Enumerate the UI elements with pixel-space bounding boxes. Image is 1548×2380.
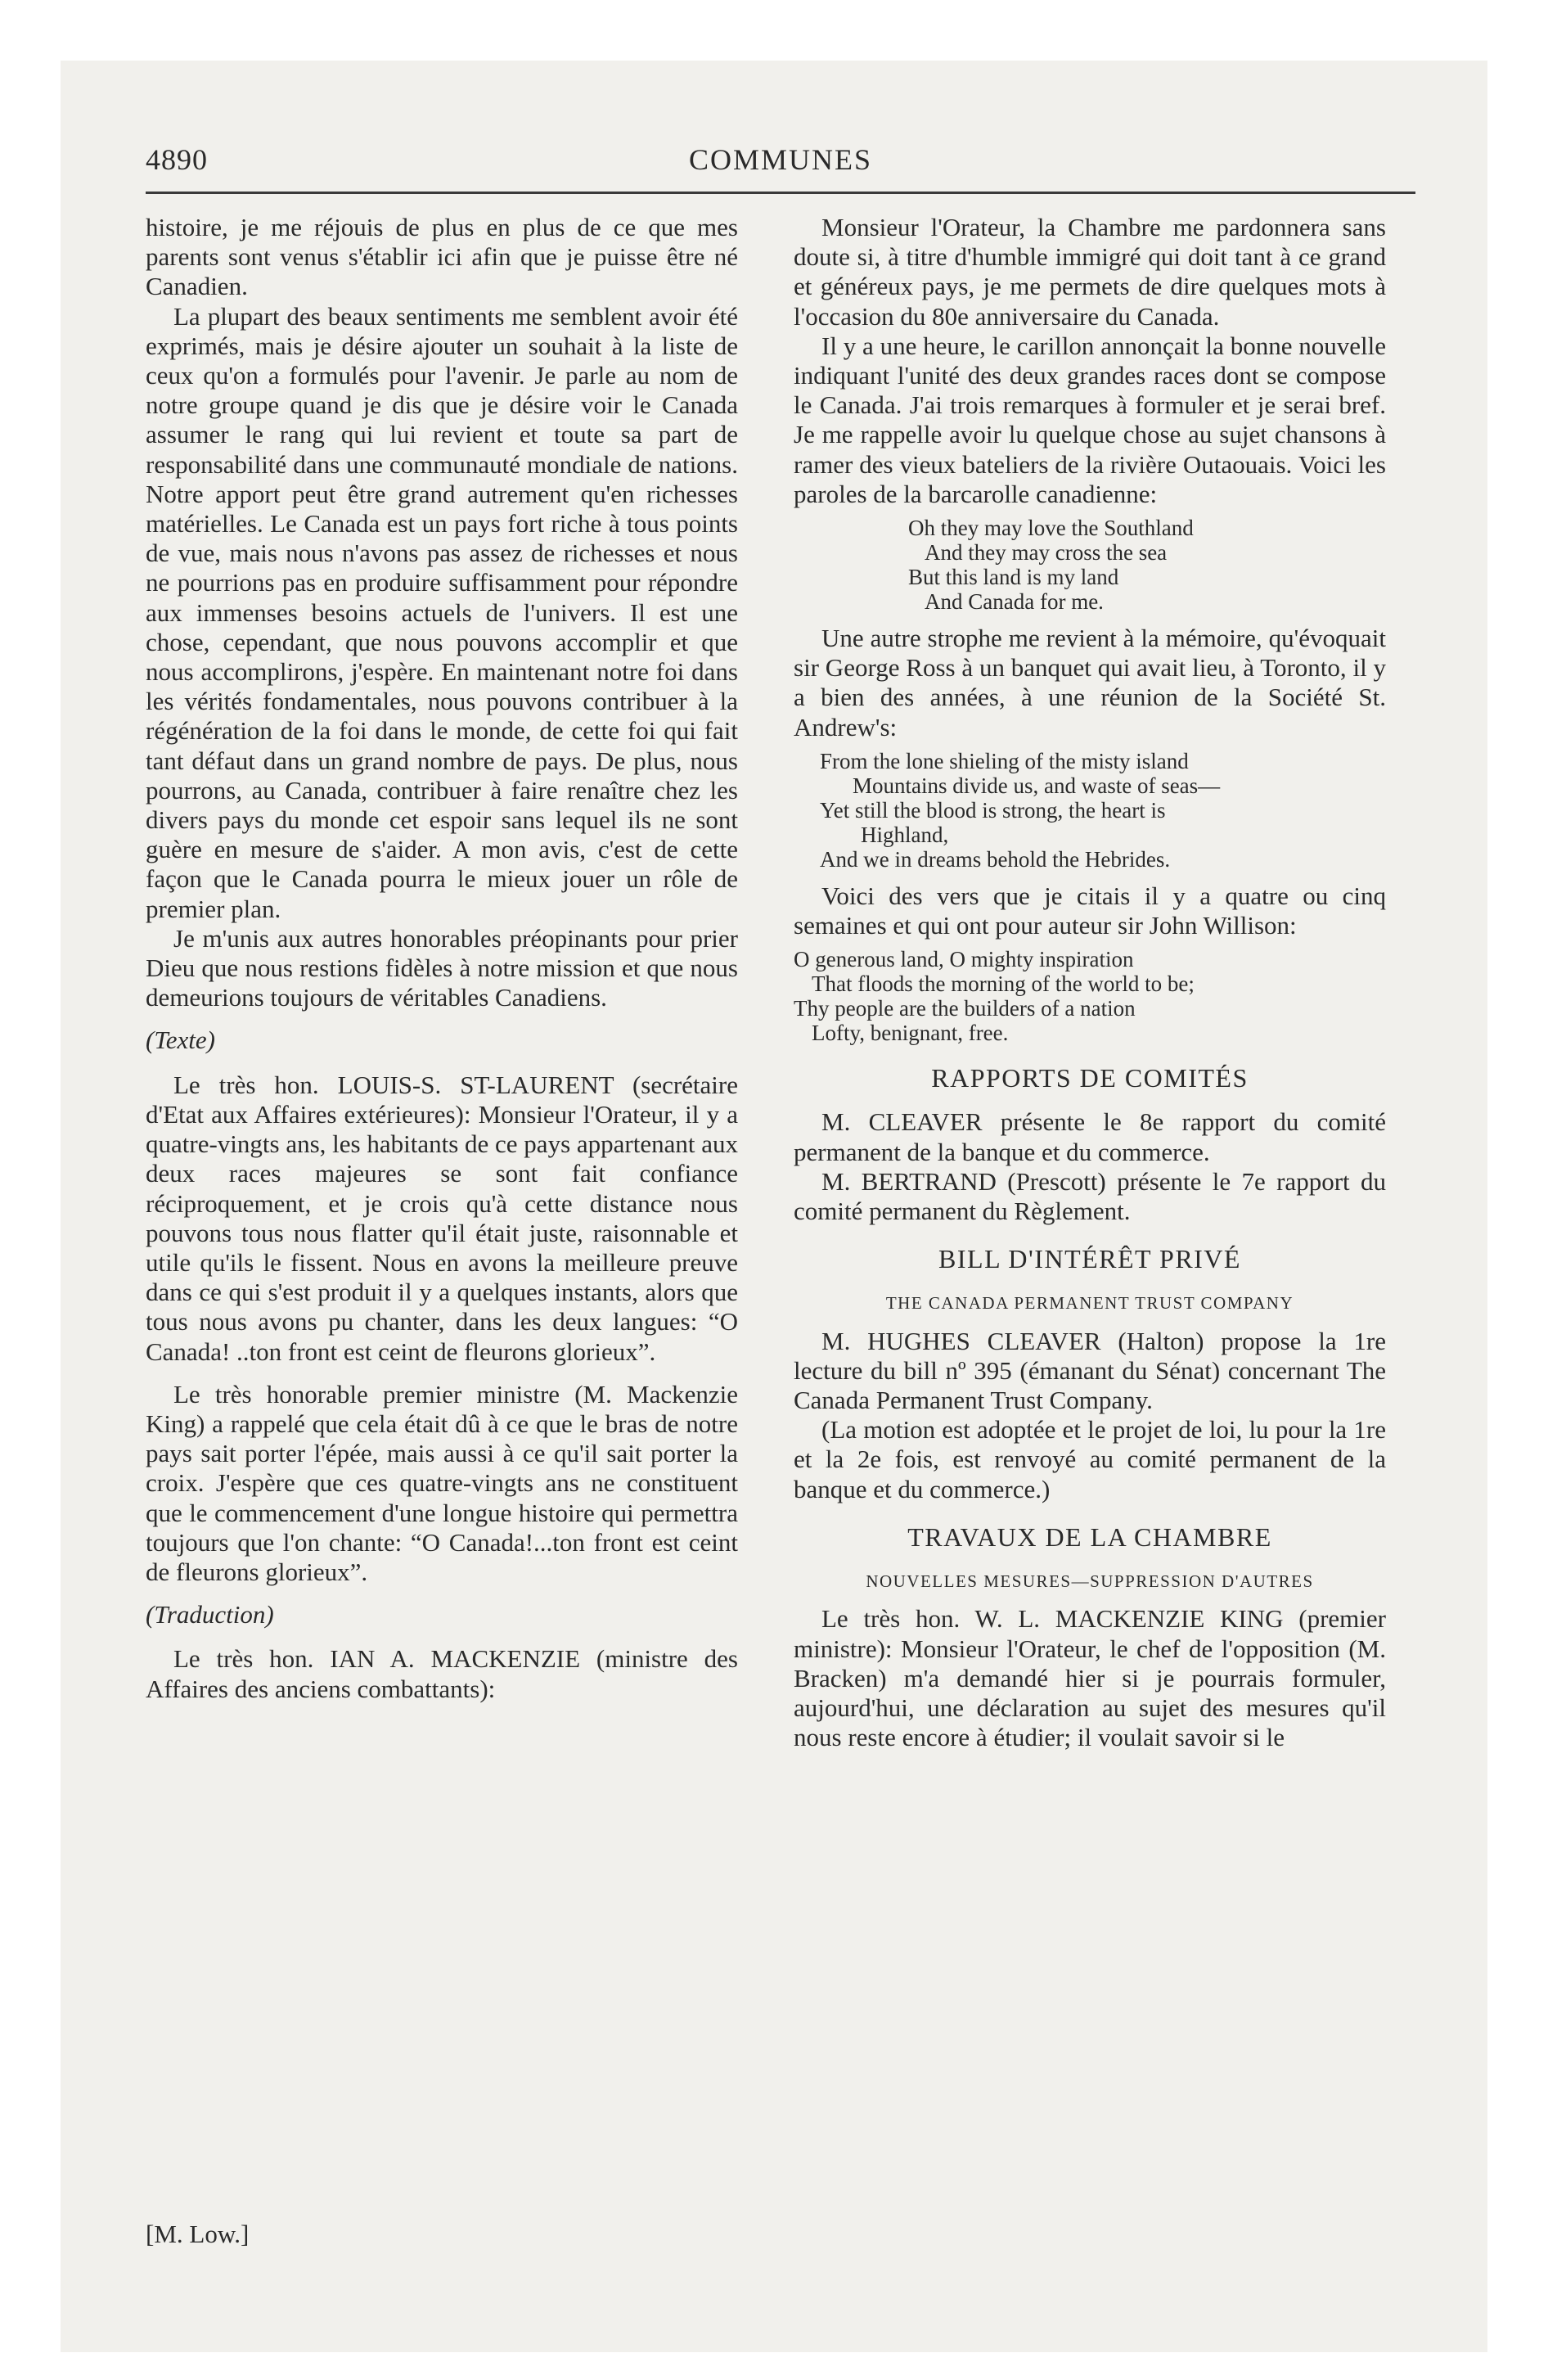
paragraph: Le très honorable premier ministre (M. Mackenzie King) a rappelé que cela était dû à ce que le bras de notre pays sait porter l'épée, mais aussi à ce qu'il sait porter la croix. J'espère que ces quatre-vingts ans ne constituent que le commencement d'une longue histoire qui permettra toujours que l'on chante: “O Canada!...ton front est ceint de fleurons glorieux”. (146, 1379, 738, 1586)
paragraph: Je m'unis aux autres honorables préopinants pour prier Dieu que nous restions fidèles à notre mission et que nous demeurions toujours de véritables Canadiens. (146, 923, 738, 1012)
verse-block (794, 749, 1386, 872)
paragraph: histoire, je me réjouis de plus en plus de ce que mes parents sont venus s'établir ici afin que je puisse être né Canadien. (146, 213, 738, 301)
verse-line: Highland, (861, 822, 949, 847)
language-label: (Traduction) (146, 1600, 274, 1629)
verse-line: Lofty, benignant, free. (812, 1021, 1009, 1046)
verse-line: From the lone shieling of the misty island (820, 748, 1189, 773)
paragraph: M. HUGHES CLEAVER (Halton) propose la 1re lecture du bill nº 395 (émanant du Sénat) concernant The Canada Permanent Trust Company. (794, 1326, 1386, 1415)
subheading: NOUVELLES MESURES—SUPPRESSION D'AUTRES (866, 1571, 1314, 1592)
page-header (146, 142, 1415, 183)
paragraph: Voici des vers que je citais il y a quatre ou cinq semaines et qui ont pour auteur sir John Willison: (794, 881, 1386, 940)
verse-block (794, 947, 1386, 1045)
language-label: (Texte) (146, 1025, 215, 1055)
header-rule (146, 192, 1415, 194)
verse-line: Mountains divide us, and waste of seas— (853, 773, 1221, 798)
verse-line: But this land is my land (908, 565, 1119, 590)
section-heading: BILL D'INTÉRÊT PRIVÉ (938, 1244, 1241, 1274)
spacer (146, 1367, 738, 1380)
verse-line: And Canada for me. (925, 589, 1104, 615)
paragraph: Il y a une heure, le carillon annonçait la bonne nouvelle indiquant l'unité des deux grandes races dont se compose le Canada. J'ai trois remarques à formuler et je serai bref. Je me rappelle avoir lu quelque chose au sujet chansons à ramer des vieux bateliers de la rivière Outaouais. Voici les paroles de la barcarolle canadienne: (794, 331, 1386, 508)
paragraph: Monsieur l'Orateur, la Chambre me pardonnera sans doute si, à titre d'humble immigré qui doit tant à ce grand et généreux pays, je me permets de dire quelques mots à l'occasion du 80e anniversaire du Canada. (794, 213, 1386, 331)
verse-line: And we in dreams behold the Hebrides. (820, 846, 1171, 872)
verse-line: That floods the morning of the world to be; (812, 971, 1195, 997)
verse-line: And they may cross the sea (925, 540, 1168, 566)
paragraph: La plupart des beaux sentiments me semblent avoir été exprimés, mais je désire ajouter un souhait à la liste de ceux qu'on a formulés pour l'avenir. Je parle au nom de notre groupe quand je dis que je désire voir le Canada assumer le rang qui lui revient et toute sa part de responsabilité dans une communauté mondiale de nations. Notre apport peut être grand autrement qu'en richesses matérielles. Le Canada est un pays fort riche à tous points de vue, mais nous n'avons pas assez de richesses et nous ne pourrions pas en produire suffisamment pour répondre aux immenses besoins actuels de l'univers. Il est une chose, cependant, que nous pouvons accomplir et que nous accomplirons, j'espère. En maintenant notre foi dans les vérités fondamentales, nous pouvons contribuer à la régénération de la foi dans le monde, de cette foi qui fait tant défaut dans un grand nombre de pays. De plus, nous pourrons, au Canada, contribuer à faire renaître chez les divers pays du monde cet espoir sans lequel ils ne sont guère en mesure de s'aider. A mon avis, c'est de cette façon que le Canada pourra le mieux jouer un rôle de premier plan. (146, 301, 738, 923)
verse-line: Oh they may love the Southland (908, 516, 1194, 541)
paragraph: Le très hon. W. L. MACKENZIE KING (premier ministre): Monsieur l'Orateur, le chef de l'opposition (M. Bracken) m'a demandé hier si je pourrais formuler, aujourd'hui, une déclaration au sujet des mesures qu'il nous reste encore à étudier; il voulait savoir si le (794, 1604, 1386, 1752)
page-number: 4890 (146, 143, 208, 176)
left-column (146, 213, 738, 1704)
paragraph: M. CLEAVER présente le 8e rapport du comité permanent de la banque et du commerce. (794, 1107, 1386, 1166)
paragraph: Une autre strophe me revient à la mémoire, qu'évoquait sir George Ross à un banquet qui avait lieu, à Toronto, il y a bien des années, à une réunion de la Société St. Andrew's: (794, 624, 1386, 741)
verse-line: Yet still the blood is strong, the heart is (820, 797, 1166, 823)
verse-line: Thy people are the builders of a nation (794, 996, 1136, 1021)
paragraph: M. BERTRAND (Prescott) présente le 7e rapport du comité permanent du Règlement. (794, 1166, 1386, 1226)
section-heading: TRAVAUX DE LA CHAMBRE (907, 1521, 1272, 1552)
section-heading: RAPPORTS DE COMITÉS (931, 1063, 1249, 1093)
subheading: THE CANADA PERMANENT TRUST COMPANY (885, 1293, 1294, 1314)
verse-line: O generous land, O mighty inspiration (794, 947, 1134, 972)
paragraph: Le très hon. IAN A. MACKENZIE (ministre des Affaires des anciens combattants): (146, 1644, 738, 1703)
paragraph: (La motion est adoptée et le projet de loi, lu pour la 1re et la 2e fois, est renvoyé au comité permanent de la banque et du commerce.) (794, 1415, 1386, 1503)
verse-block (794, 516, 1386, 614)
paragraph: Le très hon. LOUIS-S. ST-LAURENT (secrétaire d'Etat aux Affaires extérieures): Monsieur l'Orateur, il y a quatre-vingts ans, les habitants de ce pays appartenant aux deux races majeures se sont fait confiance réciproquement, et je crois qu'à cette distance nous pouvons tous nous flatter qu'il était juste, raisonnable et utile qu'ils le fissent. Nous en avons la meilleure preuve dans ce qui s'est produit il y a quelques instants, alors que tous nous avons pu chanter, dans les deux langues: “O Canada! ..ton front est ceint de fleurons glorieux”. (146, 1070, 738, 1366)
running-head: COMMUNES (688, 143, 873, 176)
speaker-reference: [M. Low.] (146, 2220, 250, 2248)
right-column (794, 213, 1386, 1752)
